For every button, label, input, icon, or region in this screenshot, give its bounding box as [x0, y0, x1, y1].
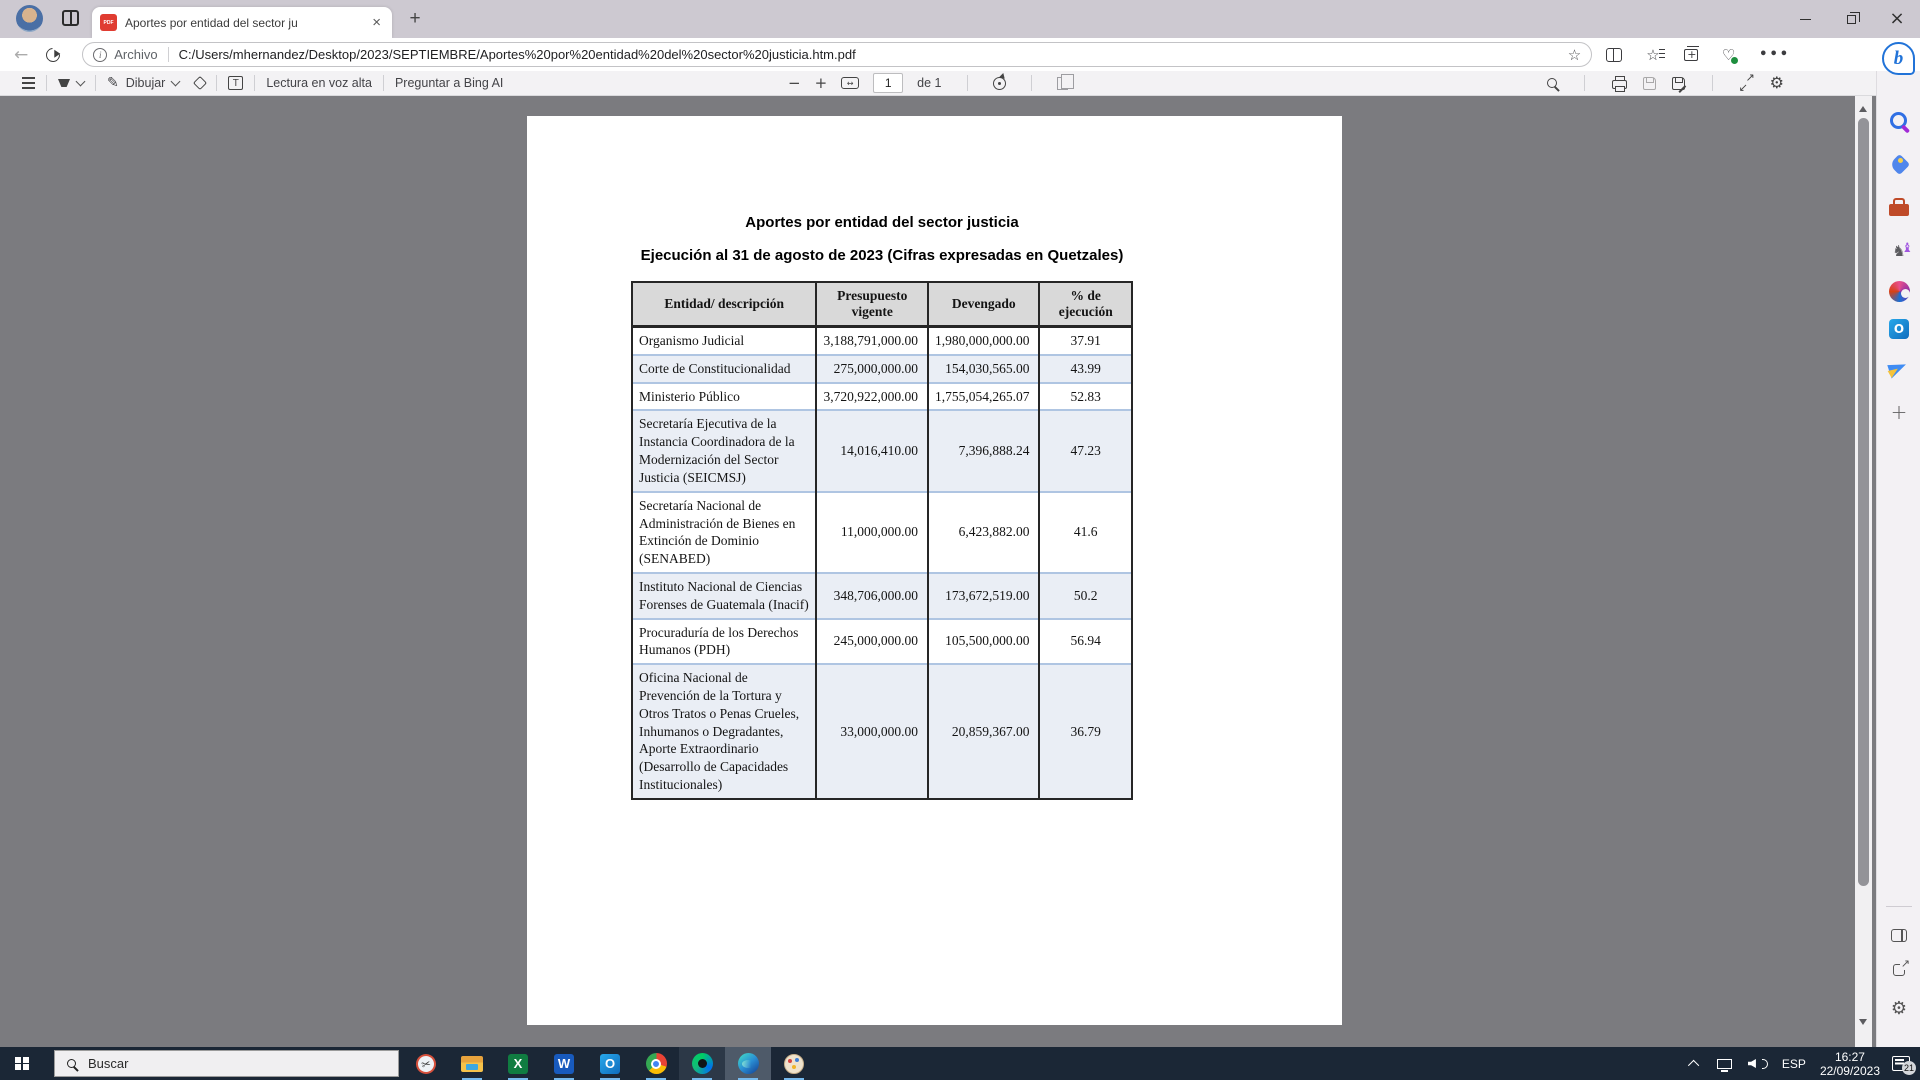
edge-taskbar-button[interactable] [725, 1047, 771, 1080]
search-input[interactable] [88, 1056, 368, 1071]
start-button[interactable] [0, 1047, 44, 1080]
browser-essentials-icon[interactable] [1722, 46, 1735, 64]
favorites-icon[interactable] [1646, 46, 1659, 64]
tray-time: 16:27 [1834, 1049, 1865, 1064]
ask-bing-button[interactable] [395, 76, 503, 90]
system-tray [1691, 1047, 1920, 1080]
language-indicator[interactable]: ESP [1781, 1056, 1806, 1071]
excel-icon: X [508, 1054, 528, 1074]
pdf-scrollbar[interactable] [1855, 96, 1872, 1047]
cell-entity: Corte de Constitucionalidad [632, 355, 816, 383]
zoom-in-icon[interactable]: + [814, 74, 828, 92]
add-text-icon[interactable]: T [228, 76, 243, 90]
entity-table-body [632, 327, 1132, 799]
url-text[interactable]: C:/Users/mhernandez/Desktop/2023/SEPTIEMBRE/Aportes%20por%20entidad%20del%20sector%20justicia.htm.pdf [178, 47, 856, 62]
table-row [632, 410, 1132, 491]
sidebar-add-icon[interactable]: + [1890, 400, 1908, 424]
excel-taskbar-button[interactable] [495, 1047, 541, 1080]
search-icon [67, 1059, 76, 1068]
pdf-page [527, 116, 1342, 1025]
workspaces-icon[interactable] [62, 10, 79, 26]
draw-button[interactable] [107, 75, 179, 91]
cell-entity: Ministerio Público [632, 383, 816, 411]
zoom-out-icon[interactable]: − [788, 74, 801, 92]
save-as-icon[interactable] [1672, 77, 1685, 90]
toc-icon[interactable] [22, 77, 35, 79]
page-number-input[interactable] [873, 73, 903, 93]
read-aloud-label: Lectura en voz alta [266, 76, 372, 90]
save-icon[interactable] [1643, 77, 1656, 90]
open-external-icon[interactable] [1893, 964, 1905, 976]
file-scheme-label: Archivo [114, 47, 158, 62]
sidebar-icons [1877, 109, 1920, 425]
tab-active[interactable] [92, 7, 392, 38]
cell-entity: Organismo Judicial [632, 327, 816, 355]
cell-accrued: 173,672,519.00 [928, 573, 1040, 619]
taskbar-apps [403, 1047, 817, 1080]
column-header: Devengado [928, 282, 1040, 327]
cell-entity: Instituto Nacional de Ciencias Forenses de Guatemala (Inacif) [632, 573, 816, 619]
clock[interactable] [1820, 1050, 1880, 1078]
cell-budget: 11,000,000.00 [816, 492, 928, 573]
sidebar-drop-icon[interactable] [1886, 356, 1912, 382]
profile-avatar[interactable] [16, 5, 43, 32]
pdf-file-icon: PDF [100, 14, 117, 31]
chevron-down-icon[interactable] [171, 77, 181, 87]
favorite-star-icon[interactable]: ☆ [1567, 45, 1582, 64]
refresh-icon[interactable] [43, 45, 63, 65]
table-row [632, 355, 1132, 383]
scrollbar-thumb[interactable] [1858, 118, 1869, 886]
bing-copilot-icon[interactable]: b [1882, 42, 1915, 75]
split-screen-icon[interactable] [1606, 48, 1622, 62]
edge-icon [738, 1053, 759, 1074]
snipping-tool-taskbar-button[interactable] [403, 1047, 449, 1080]
highlighter-icon[interactable] [58, 79, 70, 87]
network-icon[interactable] [1717, 1059, 1732, 1069]
chrome-icon [646, 1053, 667, 1074]
cell-entity: Oficina Nacional de Prevención de la Tortura y Otros Tratos o Penas Crueles, Inhumanos o Degradantes, Aporte Extraordinario (Desarrollo de Capacidades Institucionales) [632, 664, 816, 799]
titlebar [0, 0, 1920, 38]
file-explorer-taskbar-button[interactable] [449, 1047, 495, 1080]
scroll-down-icon[interactable] [1859, 1019, 1867, 1029]
sidebar-search-icon[interactable] [1886, 109, 1912, 135]
close-button[interactable] [1874, 0, 1920, 38]
address-bar [0, 38, 1920, 71]
cell-pct: 47.23 [1039, 410, 1132, 491]
sidebar-games-icon[interactable]: ♞ ♝ [1886, 238, 1912, 264]
eraser-icon[interactable] [193, 76, 207, 90]
sidebar-microsoft365-icon[interactable] [1889, 281, 1910, 302]
close-icon: × [1889, 8, 1905, 29]
cell-budget: 3,188,791,000.00 [816, 327, 928, 355]
restore-button[interactable] [1828, 0, 1874, 38]
pdf-content-area [0, 96, 1876, 1047]
page-view-icon[interactable] [1057, 77, 1068, 90]
cell-budget: 348,706,000.00 [816, 573, 928, 619]
cell-accrued: 7,396,888.24 [928, 410, 1040, 491]
sidebar-outlook-icon[interactable] [1889, 319, 1909, 339]
cell-accrued: 1,755,054,265.07 [928, 383, 1040, 411]
webex-icon [692, 1053, 713, 1074]
draw-label: Dibujar [125, 76, 166, 90]
cell-accrued: 20,859,367.00 [928, 664, 1040, 799]
minimize-icon [1800, 19, 1811, 20]
cell-pct: 41.6 [1039, 492, 1132, 573]
table-row [632, 327, 1132, 355]
document-title: Aportes por entidad del sector justicia [745, 214, 1019, 231]
table-row [632, 664, 1132, 799]
minimize-button[interactable] [1782, 0, 1828, 38]
sidebar-panel-icon[interactable] [1891, 929, 1907, 942]
fit-to-width-icon[interactable]: ↔ [841, 77, 859, 89]
cell-accrued: 6,423,882.00 [928, 492, 1040, 573]
paint-taskbar-button[interactable] [771, 1047, 817, 1080]
cell-pct: 52.83 [1039, 383, 1132, 411]
tray-expand-icon[interactable] [1688, 1059, 1699, 1070]
collections-icon[interactable] [1684, 49, 1698, 61]
cell-pct: 37.91 [1039, 327, 1132, 355]
column-header: Presupuesto vigente [816, 282, 928, 327]
notification-badge: 21 [1903, 1063, 1914, 1073]
cell-budget: 14,016,410.00 [816, 410, 928, 491]
cell-budget: 3,720,922,000.00 [816, 383, 928, 411]
taskbar [0, 1047, 1920, 1080]
more-menu-icon[interactable]: ••• [1759, 47, 1791, 62]
divider [168, 47, 169, 62]
word-taskbar-button[interactable] [541, 1047, 587, 1080]
search-document-icon[interactable] [1547, 78, 1557, 88]
windows-logo-icon [15, 1057, 29, 1071]
entity-table [631, 281, 1133, 800]
tab-close-icon[interactable]: × [372, 14, 381, 31]
document-subtitle: Ejecución al 31 de agosto de 2023 (Cifras expresadas en Quetzales) [640, 247, 1124, 264]
back-icon[interactable]: ← [14, 44, 29, 65]
chevron-down-icon[interactable] [76, 77, 86, 87]
outlook-taskbar-button[interactable] [587, 1047, 633, 1080]
divider [1886, 906, 1912, 907]
restore-icon [1847, 15, 1856, 24]
snipping-tool-icon: ✂ [414, 1051, 438, 1075]
cell-pct: 43.99 [1039, 355, 1132, 383]
volume-icon[interactable] [1748, 1059, 1756, 1068]
tab-title: Aportes por entidad del sector ju [125, 15, 298, 30]
cell-entity: Secretaría Nacional de Administración de Bienes en Extinción de Dominio (SENABED) [632, 492, 816, 573]
sidebar-toolbox-icon[interactable] [1886, 195, 1912, 221]
cell-entity: Procuraduría de los Derechos Humanos (PDH) [632, 619, 816, 665]
address-field[interactable] [82, 42, 1592, 67]
tray-date: 22/09/2023 [1819, 1063, 1880, 1078]
pen-icon: ✎ [107, 75, 119, 91]
cell-budget: 33,000,000.00 [816, 664, 928, 799]
pdf-settings-icon[interactable]: ⚙ [1769, 73, 1784, 92]
cell-accrued: 105,500,000.00 [928, 619, 1040, 665]
column-header: Entidad/ descripción [632, 282, 816, 327]
chrome-taskbar-button[interactable] [633, 1047, 679, 1080]
volume-waves-icon [1762, 1059, 1768, 1069]
edge-sidebar [1876, 71, 1920, 1047]
column-header: % de ejecución [1039, 282, 1132, 327]
cell-pct: 50.2 [1039, 573, 1132, 619]
page-count-label: de 1 [917, 76, 942, 90]
outlook-icon: O [600, 1054, 620, 1074]
read-aloud-button[interactable] [266, 76, 372, 90]
pdf-toolbar [0, 71, 1876, 96]
taskbar-search[interactable] [54, 1050, 399, 1077]
expand-icon[interactable] [1740, 76, 1754, 90]
rotate-icon[interactable] [993, 77, 1006, 90]
table-row [632, 383, 1132, 411]
notifications-icon[interactable] [1892, 1056, 1914, 1073]
table-row [632, 492, 1132, 573]
ask-bing-label: Preguntar a Bing AI [394, 76, 504, 90]
print-icon[interactable] [1612, 80, 1627, 89]
cell-accrued: 1,980,000,000.00 [928, 327, 1040, 355]
table-header-row [632, 282, 1132, 327]
new-tab-button[interactable]: + [409, 8, 421, 29]
info-icon[interactable]: i [93, 48, 107, 62]
webex-taskbar-button[interactable] [679, 1047, 725, 1080]
table-row [632, 573, 1132, 619]
table-row [632, 619, 1132, 665]
word-icon: W [554, 1054, 574, 1074]
cell-accrued: 154,030,565.00 [928, 355, 1040, 383]
sidebar-settings-icon[interactable]: ⚙ [1890, 998, 1908, 1018]
cell-pct: 56.94 [1039, 619, 1132, 665]
scroll-up-icon[interactable] [1859, 102, 1867, 112]
cell-pct: 36.79 [1039, 664, 1132, 799]
paint-icon [784, 1054, 804, 1074]
cell-entity: Secretaría Ejecutiva de la Instancia Coordinadora de la Modernización del Sector Justicia (SEICMSJ) [632, 410, 816, 491]
cell-budget: 275,000,000.00 [816, 355, 928, 383]
sidebar-shopping-icon[interactable] [1886, 152, 1912, 178]
file-explorer-icon [461, 1056, 483, 1072]
cell-budget: 245,000,000.00 [816, 619, 928, 665]
